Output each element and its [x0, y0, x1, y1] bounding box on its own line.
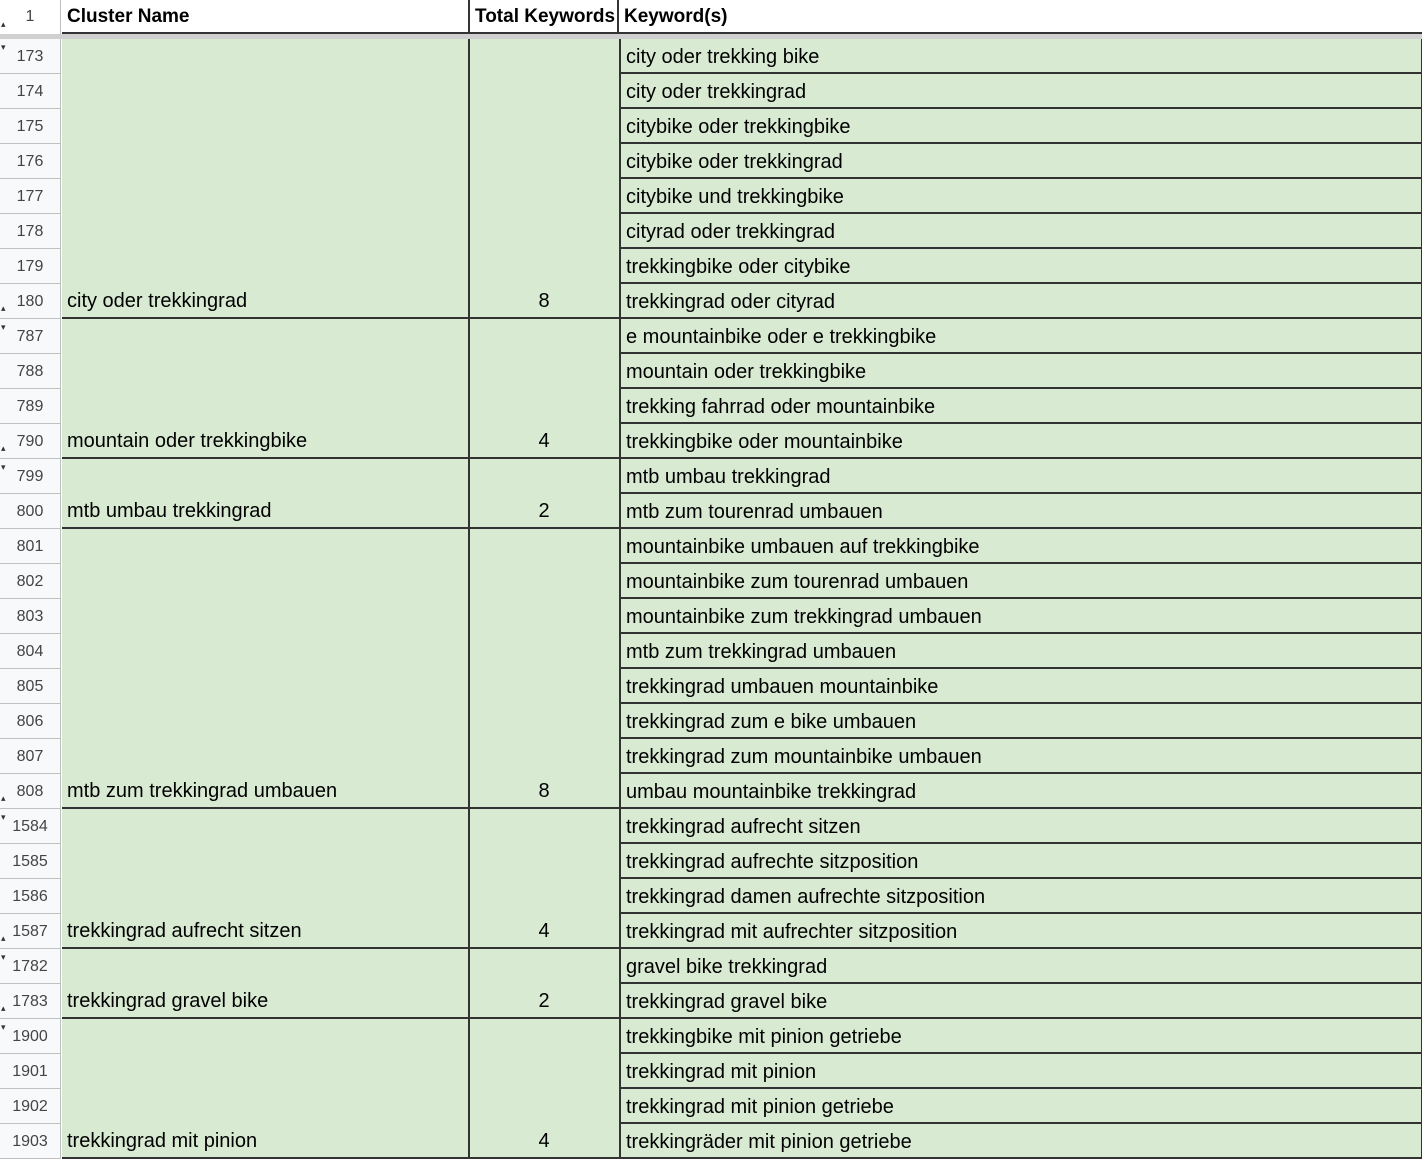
row-number-label: 1586: [12, 888, 48, 905]
cluster-name-cell[interactable]: [62, 809, 470, 947]
total-keywords-value: 2: [538, 500, 550, 522]
group-expand-icon[interactable]: ▾: [1, 1022, 6, 1032]
row-number[interactable]: [0, 1089, 61, 1124]
cluster-name: mtb umbau trekkingrad: [67, 500, 272, 522]
group-collapse-icon[interactable]: ▴: [1, 443, 6, 453]
row-number[interactable]: [0, 529, 61, 564]
total-keywords-value: 4: [538, 430, 550, 452]
keyword-cell[interactable]: mountain oder trekkingbike: [619, 354, 1422, 389]
cluster-name-cell[interactable]: [62, 39, 470, 317]
group-expand-icon[interactable]: ▾: [1, 322, 6, 332]
keyword-cell[interactable]: trekkingbike mit pinion getriebe: [619, 1019, 1422, 1054]
keyword-cell[interactable]: trekkingrad umbauen mountainbike: [619, 669, 1422, 704]
cluster-name-cell[interactable]: [62, 1019, 470, 1157]
group-expand-icon[interactable]: ▾: [1, 42, 6, 52]
row-number[interactable]: [0, 634, 61, 669]
row-number-label: 1584: [12, 818, 48, 835]
row-number-label: 173: [16, 48, 44, 65]
row-number[interactable]: [0, 704, 61, 739]
row-number-label: 790: [16, 433, 44, 450]
cluster-name-cell[interactable]: [62, 529, 470, 807]
cluster-group: [62, 459, 619, 529]
keyword-cell[interactable]: gravel bike trekkingrad: [619, 949, 1422, 984]
row-number[interactable]: [0, 179, 61, 214]
row-number[interactable]: [0, 249, 61, 284]
column-header-total-keywords[interactable]: Total Keywords: [470, 0, 619, 34]
group-collapse-icon[interactable]: ▴: [1, 19, 6, 29]
row-number-label: 1903: [12, 1133, 48, 1150]
row-number-label: 177: [16, 188, 44, 205]
keyword-cell[interactable]: trekkingräder mit pinion getriebe: [619, 1124, 1422, 1159]
total-keywords-cell[interactable]: [468, 529, 619, 807]
keyword-cell[interactable]: city oder trekkingrad: [619, 74, 1422, 109]
row-number[interactable]: [0, 284, 61, 319]
row-number-label: 1901: [12, 1063, 48, 1080]
keyword-cell[interactable]: trekkingrad oder cityrad: [619, 284, 1422, 319]
row-number[interactable]: [0, 1019, 61, 1054]
row-number[interactable]: [0, 1124, 61, 1159]
row-number[interactable]: [0, 774, 61, 809]
row-number-label: 1902: [12, 1098, 48, 1115]
group-collapse-icon[interactable]: ▴: [1, 933, 6, 943]
group-collapse-icon[interactable]: ▴: [1, 793, 6, 803]
total-keywords-cell[interactable]: [468, 39, 619, 317]
row-number[interactable]: [0, 459, 61, 494]
row-number[interactable]: [0, 739, 61, 774]
row-number-label: 802: [16, 573, 44, 590]
row-number-label: 1587: [12, 923, 48, 940]
row-number-label: 175: [16, 118, 44, 135]
total-keywords-value: 8: [538, 290, 550, 312]
cluster-name: city oder trekkingrad: [67, 290, 248, 312]
row-number-label: 176: [16, 153, 44, 170]
row-number[interactable]: [0, 879, 61, 914]
keyword-cell[interactable]: umbau mountainbike trekkingrad: [619, 774, 1422, 809]
keyword-cell[interactable]: trekkingrad mit aufrechter sitzposition: [619, 914, 1422, 949]
keyword-cell[interactable]: trekkingrad damen aufrechte sitzposition: [619, 879, 1422, 914]
row-number-label: 788: [16, 363, 44, 380]
row-number[interactable]: [0, 1054, 61, 1089]
row-number-label: 806: [16, 713, 44, 730]
group-collapse-icon[interactable]: ▴: [1, 303, 6, 313]
row-number[interactable]: [0, 669, 61, 704]
keyword-cell[interactable]: mountainbike umbauen auf trekkingbike: [619, 529, 1422, 564]
row-number[interactable]: [0, 214, 61, 249]
column-header-cluster-name[interactable]: Cluster Name: [62, 0, 470, 34]
keyword-cell[interactable]: trekkingrad gravel bike: [619, 984, 1422, 1019]
total-keywords-value: 8: [538, 780, 550, 802]
total-keywords-cell[interactable]: [468, 1019, 619, 1157]
row-number[interactable]: [0, 494, 61, 529]
cluster-group: [62, 1019, 619, 1159]
total-keywords-value: 2: [538, 990, 550, 1012]
keyword-cell[interactable]: cityrad oder trekkingrad: [619, 214, 1422, 249]
total-keywords-value: 4: [538, 1130, 550, 1152]
cluster-name-cell[interactable]: [62, 319, 470, 457]
row-number-header[interactable]: [0, 0, 61, 34]
keyword-cell[interactable]: citybike oder trekkingbike: [619, 109, 1422, 144]
keyword-cell[interactable]: city oder trekking bike: [619, 39, 1422, 74]
row-number-label: 787: [16, 328, 44, 345]
keyword-cell[interactable]: trekkingbike oder citybike: [619, 249, 1422, 284]
group-expand-icon[interactable]: ▾: [1, 462, 6, 472]
row-number-label: 1782: [12, 958, 48, 975]
group-expand-icon[interactable]: ▾: [1, 952, 6, 962]
keyword-cell[interactable]: citybike und trekkingbike: [619, 179, 1422, 214]
row-number[interactable]: [0, 844, 61, 879]
row-number[interactable]: [0, 354, 61, 389]
row-number[interactable]: [0, 144, 61, 179]
row-number[interactable]: [0, 74, 61, 109]
header-row: [0, 0, 1422, 34]
cluster-group: [62, 319, 619, 459]
row-number[interactable]: [0, 949, 61, 984]
total-keywords-cell[interactable]: [468, 949, 619, 1017]
total-keywords-value: 4: [538, 920, 550, 942]
row-number[interactable]: [0, 599, 61, 634]
cluster-name-cell[interactable]: [62, 459, 470, 527]
row-number[interactable]: [0, 319, 61, 354]
keyword-cell[interactable]: mtb zum tourenrad umbauen: [619, 494, 1422, 529]
group-expand-icon[interactable]: ▾: [1, 812, 6, 822]
keyword-cell[interactable]: mountainbike zum tourenrad umbauen: [619, 564, 1422, 599]
row-number-label: 801: [16, 538, 44, 555]
row-number-label: 178: [16, 223, 44, 240]
row-number-label: 804: [16, 643, 44, 660]
keyword-cell[interactable]: trekkingrad aufrechte sitzposition: [619, 844, 1422, 879]
row-number[interactable]: [0, 914, 61, 949]
keyword-cell[interactable]: trekkingrad zum e bike umbauen: [619, 704, 1422, 739]
row-number-label: 789: [16, 398, 44, 415]
total-keywords-cell[interactable]: [468, 319, 619, 457]
cluster-group: [62, 39, 619, 319]
row-number-label: 180: [16, 293, 44, 310]
keyword-cell[interactable]: trekkingrad zum mountainbike umbauen: [619, 739, 1422, 774]
row-number-label: 807: [16, 748, 44, 765]
row-number-label: 805: [16, 678, 44, 695]
row-number[interactable]: [0, 809, 61, 844]
row-number-label: 179: [16, 258, 44, 275]
keyword-cell[interactable]: trekkingbike oder mountainbike: [619, 424, 1422, 459]
row-number[interactable]: [0, 424, 61, 459]
cluster-group: [62, 809, 619, 949]
keyword-cell[interactable]: trekking fahrrad oder mountainbike: [619, 389, 1422, 424]
row-number-label: 800: [16, 503, 44, 520]
keyword-cell[interactable]: trekkingrad mit pinion: [619, 1054, 1422, 1089]
row-number-label: 803: [16, 608, 44, 625]
total-keywords-cell[interactable]: [468, 459, 619, 527]
cluster-group: [62, 949, 619, 1019]
cluster-name-cell[interactable]: [62, 949, 470, 1017]
keyword-cell[interactable]: trekkingrad aufrecht sitzen: [619, 809, 1422, 844]
cluster-group: [62, 529, 619, 809]
row-number[interactable]: [0, 39, 61, 74]
column-header-keywords[interactable]: Keyword(s): [624, 6, 728, 27]
row-number[interactable]: [0, 984, 61, 1019]
keyword-cell[interactable]: trekkingrad mit pinion getriebe: [619, 1089, 1422, 1124]
row-number-label: 174: [16, 83, 44, 100]
row-number-label: 1900: [12, 1028, 48, 1045]
keyword-cell[interactable]: mountainbike zum trekkingrad umbauen: [619, 599, 1422, 634]
row-number-label: 1: [25, 8, 35, 25]
total-keywords-cell[interactable]: [468, 809, 619, 947]
row-number[interactable]: [0, 109, 61, 144]
keyword-cell[interactable]: citybike oder trekkingrad: [619, 144, 1422, 179]
cluster-name: trekkingrad mit pinion: [67, 1130, 258, 1152]
row-number[interactable]: [0, 389, 61, 424]
row-number-label: 799: [16, 468, 44, 485]
keyword-cell[interactable]: e mountainbike oder e trekkingbike: [619, 319, 1422, 354]
keyword-cell[interactable]: mtb zum trekkingrad umbauen: [619, 634, 1422, 669]
cluster-name: mtb zum trekkingrad umbauen: [67, 780, 338, 802]
row-number-label: 1783: [12, 993, 48, 1010]
cluster-name: trekkingrad gravel bike: [67, 990, 269, 1012]
row-number[interactable]: [0, 564, 61, 599]
row-number-label: 808: [16, 783, 44, 800]
row-number-label: 1585: [12, 853, 48, 870]
cluster-name: trekkingrad aufrecht sitzen: [67, 920, 302, 942]
group-collapse-icon[interactable]: ▴: [1, 1003, 6, 1013]
cluster-name: mountain oder trekkingbike: [67, 430, 308, 452]
keyword-cell[interactable]: mtb umbau trekkingrad: [619, 459, 1422, 494]
